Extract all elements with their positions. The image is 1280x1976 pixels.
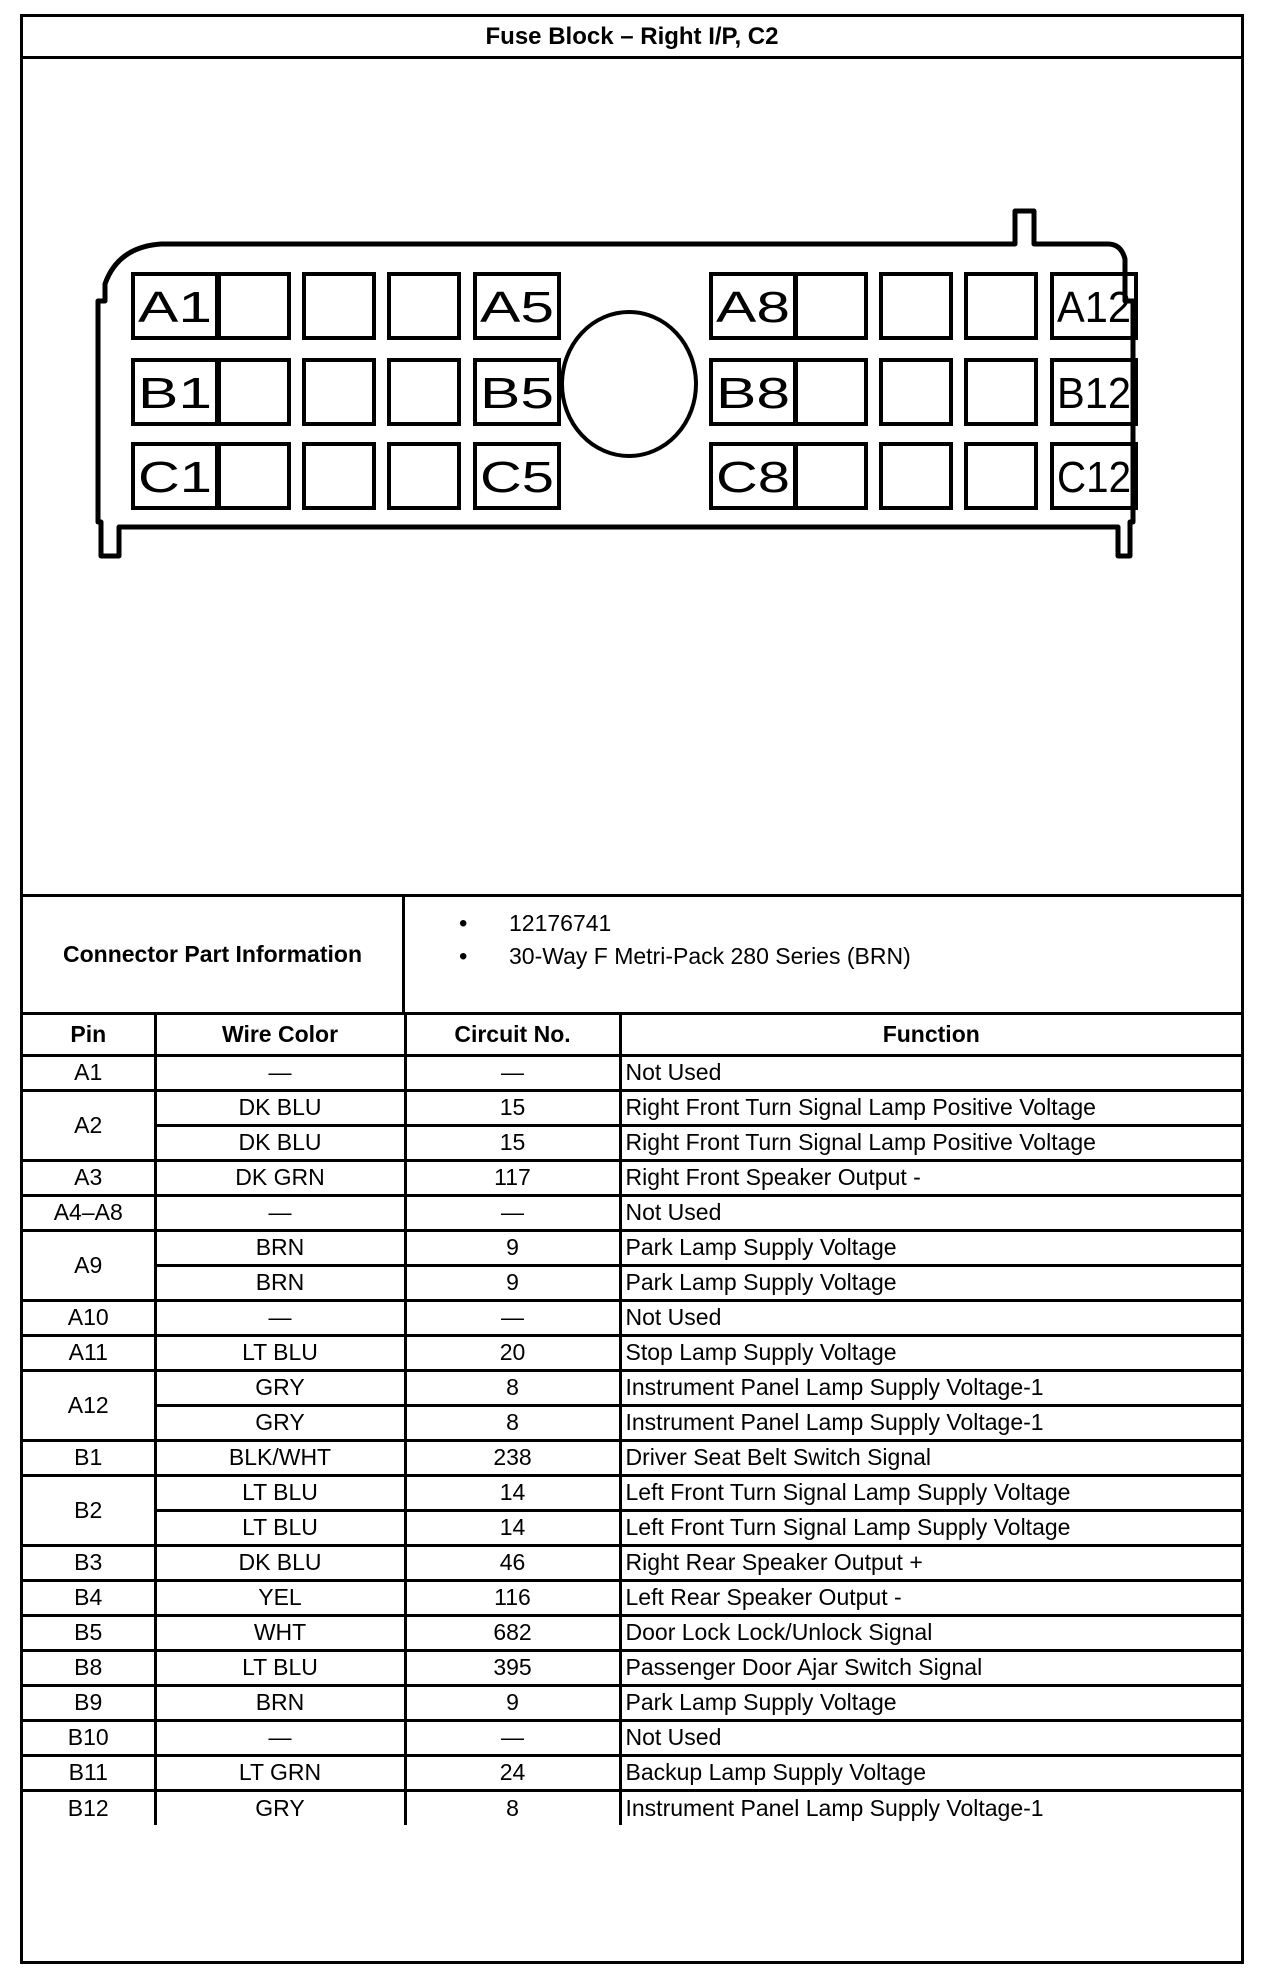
function-cell: Not Used: [620, 1055, 1241, 1090]
function-cell: Right Front Turn Signal Lamp Positive Voltage: [620, 1090, 1241, 1125]
table-row: [23, 1125, 1241, 1160]
connector-sheet: [20, 14, 1244, 1964]
circuit-cell: 14: [405, 1475, 620, 1510]
pin-cell: A4–A8: [23, 1195, 155, 1230]
function-cell: Right Rear Speaker Output +: [620, 1545, 1241, 1580]
wire-color-cell: —: [155, 1195, 405, 1230]
circuit-cell: 9: [405, 1230, 620, 1265]
function-cell: Right Front Turn Signal Lamp Positive Voltage: [620, 1125, 1241, 1160]
cavity-a-3: [304, 274, 374, 338]
function-cell: Stop Lamp Supply Voltage: [620, 1335, 1241, 1370]
pin-cell: B9: [23, 1685, 155, 1720]
function-cell: Not Used: [620, 1720, 1241, 1755]
table-row: [23, 1405, 1241, 1440]
table-row: [23, 1265, 1241, 1300]
function-cell: Left Front Turn Signal Lamp Supply Voltage: [620, 1510, 1241, 1545]
cavity-c-2: [219, 444, 289, 508]
table-row: [23, 1440, 1241, 1475]
wire-color-cell: DK BLU: [155, 1090, 405, 1125]
connector-outline: [98, 211, 1133, 556]
cavity-b-4: [389, 360, 459, 424]
pin-cell: A1: [23, 1055, 155, 1090]
wire-color-cell: LT BLU: [155, 1335, 405, 1370]
table-row: [23, 1615, 1241, 1650]
circuit-cell: —: [405, 1055, 620, 1090]
circuit-cell: 46: [405, 1545, 620, 1580]
connector-info-label: Connector Part Information: [23, 897, 405, 1012]
wire-color-cell: YEL: [155, 1580, 405, 1615]
circuit-cell: 20: [405, 1335, 620, 1370]
circuit-cell: 117: [405, 1160, 620, 1195]
header-circuit-no: Circuit No.: [405, 1015, 620, 1055]
table-row: [23, 1650, 1241, 1685]
function-cell: Instrument Panel Lamp Supply Voltage-1: [620, 1405, 1241, 1440]
header-wire-color: Wire Color: [155, 1015, 405, 1055]
table-row: [23, 1685, 1241, 1720]
function-cell: Passenger Door Ajar Switch Signal: [620, 1650, 1241, 1685]
cavity-label: A1: [138, 283, 212, 332]
cavity-b-3: [304, 360, 374, 424]
function-cell: Park Lamp Supply Voltage: [620, 1685, 1241, 1720]
connector-info-list: [405, 897, 1241, 1022]
table-row: [23, 1230, 1241, 1265]
cavity-a-8: [881, 274, 951, 338]
circuit-cell: —: [405, 1720, 620, 1755]
cavity-label: B1: [138, 369, 212, 418]
table-row: [23, 1195, 1241, 1230]
pin-table-body: [23, 1055, 1241, 1825]
wire-color-cell: DK BLU: [155, 1545, 405, 1580]
pin-cell: B10: [23, 1720, 155, 1755]
wire-color-cell: BRN: [155, 1685, 405, 1720]
wire-color-cell: DK GRN: [155, 1160, 405, 1195]
circuit-cell: 682: [405, 1615, 620, 1650]
cavity-c-7: [796, 444, 866, 508]
cavity-label: C12: [1057, 453, 1131, 502]
circuit-cell: 9: [405, 1265, 620, 1300]
cavity-c-4: [389, 444, 459, 508]
cavity-a-2: [219, 274, 289, 338]
table-row: [23, 1755, 1241, 1790]
function-cell: Left Rear Speaker Output -: [620, 1580, 1241, 1615]
center-keying-hole: [562, 312, 696, 456]
function-cell: Park Lamp Supply Voltage: [620, 1230, 1241, 1265]
table-row: [23, 1335, 1241, 1370]
wire-color-cell: —: [155, 1055, 405, 1090]
circuit-cell: —: [405, 1195, 620, 1230]
table-row: [23, 1160, 1241, 1195]
table-row: [23, 1510, 1241, 1545]
pin-cell: A9: [23, 1230, 155, 1300]
wire-color-cell: DK BLU: [155, 1125, 405, 1160]
cavity-a-9: [966, 274, 1036, 338]
pin-cell: B5: [23, 1615, 155, 1650]
pin-cell: A3: [23, 1160, 155, 1195]
function-cell: Door Lock Lock/Unlock Signal: [620, 1615, 1241, 1650]
function-cell: Driver Seat Belt Switch Signal: [620, 1440, 1241, 1475]
function-cell: Instrument Panel Lamp Supply Voltage-1: [620, 1370, 1241, 1405]
pin-cell: B12: [23, 1790, 155, 1825]
function-cell: Instrument Panel Lamp Supply Voltage-1: [620, 1790, 1241, 1825]
cavity-c-9: [966, 444, 1036, 508]
circuit-cell: 8: [405, 1790, 620, 1825]
table-row: [23, 1790, 1241, 1825]
circuit-cell: 395: [405, 1650, 620, 1685]
table-row: [23, 1545, 1241, 1580]
cavity-b-7: [796, 360, 866, 424]
circuit-cell: 116: [405, 1580, 620, 1615]
cavity-label: A12: [1057, 283, 1131, 332]
pin-cell: A11: [23, 1335, 155, 1370]
header-pin: Pin: [23, 1015, 155, 1055]
circuit-cell: 8: [405, 1370, 620, 1405]
connector-face-diagram: [23, 59, 1241, 894]
function-cell: Park Lamp Supply Voltage: [620, 1265, 1241, 1300]
table-row: [23, 1580, 1241, 1615]
function-cell: Backup Lamp Supply Voltage: [620, 1755, 1241, 1790]
connector-diagram-area: [23, 59, 1241, 897]
pin-cell: B8: [23, 1650, 155, 1685]
pin-table: [23, 1015, 1241, 1825]
cavity-c-3: [304, 444, 374, 508]
function-cell: Not Used: [620, 1195, 1241, 1230]
wire-color-cell: GRY: [155, 1790, 405, 1825]
pin-cell: B11: [23, 1755, 155, 1790]
cavity-a-7: [796, 274, 866, 338]
cavity-c-8: [881, 444, 951, 508]
table-row: [23, 1720, 1241, 1755]
circuit-cell: 238: [405, 1440, 620, 1475]
connector-part-information: [23, 897, 1241, 1015]
circuit-cell: 15: [405, 1125, 620, 1160]
wire-color-cell: WHT: [155, 1615, 405, 1650]
circuit-cell: 14: [405, 1510, 620, 1545]
function-cell: Right Front Speaker Output -: [620, 1160, 1241, 1195]
circuit-cell: 24: [405, 1755, 620, 1790]
circuit-cell: 8: [405, 1405, 620, 1440]
wire-color-cell: LT GRN: [155, 1755, 405, 1790]
table-row: [23, 1475, 1241, 1510]
wire-color-cell: BRN: [155, 1265, 405, 1300]
wire-color-cell: GRY: [155, 1370, 405, 1405]
pin-cell: B2: [23, 1475, 155, 1545]
wire-color-cell: LT BLU: [155, 1510, 405, 1545]
circuit-cell: —: [405, 1300, 620, 1335]
cavity-label: C5: [480, 453, 554, 502]
cavity-label: B8: [716, 369, 790, 418]
wire-color-cell: LT BLU: [155, 1475, 405, 1510]
table-row: [23, 1090, 1241, 1125]
cavity-a-4: [389, 274, 459, 338]
table-row: [23, 1370, 1241, 1405]
circuit-cell: 9: [405, 1685, 620, 1720]
header-function: Function: [620, 1015, 1241, 1055]
table-header-row: [23, 1015, 1241, 1055]
cavity-label: C1: [138, 453, 212, 502]
wire-color-cell: —: [155, 1300, 405, 1335]
pin-cell: A12: [23, 1370, 155, 1440]
pin-cell: A2: [23, 1090, 155, 1160]
wire-color-cell: LT BLU: [155, 1650, 405, 1685]
wire-color-cell: —: [155, 1720, 405, 1755]
page-title: Fuse Block – Right I/P, C2: [23, 17, 1241, 59]
cavity-b-9: [966, 360, 1036, 424]
cavity-label: B5: [480, 369, 554, 418]
table-row: [23, 1300, 1241, 1335]
function-cell: Left Front Turn Signal Lamp Supply Voltage: [620, 1475, 1241, 1510]
table-row: [23, 1055, 1241, 1090]
cavity-label: C8: [716, 453, 790, 502]
part-number: • 12176741: [405, 907, 1241, 940]
cavity-b-2: [219, 360, 289, 424]
cavity-label: A8: [716, 283, 790, 332]
pin-cell: A10: [23, 1300, 155, 1335]
connector-description: • 30-Way F Metri-Pack 280 Series (BRN): [405, 940, 1241, 973]
wire-color-cell: BRN: [155, 1230, 405, 1265]
wire-color-cell: BLK/WHT: [155, 1440, 405, 1475]
circuit-cell: 15: [405, 1090, 620, 1125]
function-cell: Not Used: [620, 1300, 1241, 1335]
cavity-b-8: [881, 360, 951, 424]
pin-cell: B3: [23, 1545, 155, 1580]
pin-cell: B4: [23, 1580, 155, 1615]
cavity-label: B12: [1057, 369, 1131, 418]
pin-cell: B1: [23, 1440, 155, 1475]
cavity-label: A5: [480, 283, 554, 332]
wire-color-cell: GRY: [155, 1405, 405, 1440]
